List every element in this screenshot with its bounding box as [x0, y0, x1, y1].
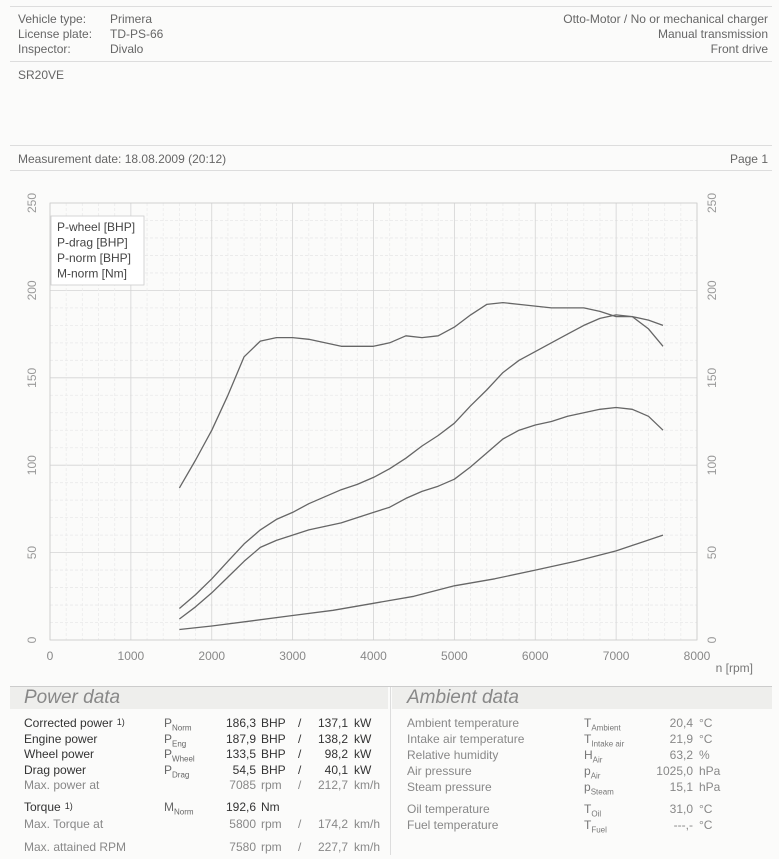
- ambient-value: ---,-: [673, 818, 693, 832]
- formula-symbol: $P_{Wheel}$: [164, 747, 195, 764]
- separator: /: [298, 762, 302, 777]
- ambient-unit: °C: [699, 818, 713, 832]
- ambient-unit: hPa: [699, 764, 721, 778]
- y-tick-label-left: 50: [25, 545, 39, 560]
- series-line-3: [179, 535, 663, 629]
- ambient-value: 63,2: [669, 748, 693, 762]
- power-row-label: Corrected power 1): [24, 716, 125, 730]
- x-tick-label: 7000: [602, 649, 630, 663]
- y-tick-label-right: 100: [705, 455, 719, 476]
- x-tick-label: 5000: [441, 649, 468, 663]
- power-row-label: Wheel power: [24, 747, 95, 761]
- y-tick-label-right: 50: [705, 545, 719, 560]
- y-tick-label-right: 0: [705, 636, 719, 644]
- legend-entry: P-wheel [BHP]: [57, 220, 136, 234]
- formula-symbol: $P_{Drag}$: [164, 762, 190, 779]
- power-unit-2: km/h: [354, 778, 381, 792]
- page-number: Page 1: [729, 152, 768, 166]
- power-value-1: 186,3: [225, 716, 256, 730]
- power-unit-2: km/h: [354, 817, 381, 831]
- drive-type: Front drive: [710, 42, 768, 56]
- separator: /: [298, 731, 302, 746]
- legend-entry: P-drag [BHP]: [57, 235, 128, 250]
- ambient-unit: °C: [699, 732, 713, 746]
- y-tick-label-left: 0: [25, 636, 39, 644]
- y-tick-label-left: 100: [25, 455, 39, 476]
- power-value-1: 133,5: [225, 747, 256, 761]
- engine-code: SR20VE: [18, 68, 65, 82]
- power-value-2: 40,1: [324, 762, 348, 777]
- separator: /: [298, 778, 302, 792]
- power-row-label: Max. power at: [24, 778, 100, 792]
- license-label: License plate:: [18, 27, 93, 41]
- power-unit-1: BHP: [261, 731, 286, 746]
- y-tick-label-right: 250: [705, 192, 719, 214]
- ambient-row-label: Steam pressure: [407, 780, 492, 794]
- x-axis-label: n [rpm]: [715, 661, 753, 675]
- ambient-symbol: $p_{Steam}$: [584, 780, 614, 797]
- transmission: Manual transmission: [657, 27, 768, 41]
- formula-symbol: $P_{Eng}$: [164, 731, 187, 748]
- ambient-symbol: $T_{Fuel}$: [584, 818, 607, 835]
- ambient-row-label: Air pressure: [407, 764, 472, 778]
- ambient-unit: %: [699, 748, 710, 762]
- power-value-1: 192,6: [225, 800, 256, 814]
- ambient-unit: °C: [699, 716, 713, 730]
- measurement-date: Measurement date: 18.08.2009 (20:12): [18, 152, 227, 166]
- power-unit-2: kW: [354, 731, 372, 746]
- chart-grid: [50, 203, 697, 640]
- ambient-symbol: $T_{Oil}$: [584, 802, 602, 819]
- power-row-label: Drag power: [24, 762, 87, 777]
- y-tick-label-left: 200: [25, 280, 39, 301]
- power-unit-1: rpm: [261, 840, 282, 854]
- ambient-row-label: Intake air temperature: [407, 732, 525, 746]
- ambient-row-label: Fuel temperature: [407, 818, 499, 832]
- power-value-2: 98,2: [324, 747, 348, 761]
- inspector-label: Inspector:: [18, 42, 71, 56]
- power-unit-2: kW: [354, 747, 372, 761]
- power-unit-1: BHP: [261, 716, 286, 730]
- formula-symbol: $P_{Norm}$: [164, 716, 192, 733]
- x-tick-label: 1000: [117, 649, 145, 663]
- power-row-label: Max. attained RPM: [24, 840, 127, 854]
- power-row-label: Torque 1): [24, 800, 73, 814]
- ambient-symbol: $T_{Ambient}$: [584, 716, 621, 733]
- ambient-data-title: Ambient data: [407, 687, 519, 708]
- y-tick-label-right: 150: [705, 367, 719, 388]
- formula-symbol: $M_{Norm}$: [164, 800, 194, 817]
- ambient-unit: hPa: [699, 780, 721, 794]
- x-tick-label: 3000: [279, 649, 306, 663]
- x-tick-label: 6000: [521, 649, 549, 663]
- power-unit-1: BHP: [261, 747, 286, 761]
- power-value-1: 187,9: [225, 731, 256, 746]
- vehicle-type-label: Vehicle type:: [18, 12, 87, 26]
- x-tick-label: 2000: [198, 649, 226, 663]
- power-value-1: 54,5: [232, 762, 256, 777]
- x-tick-label: 4000: [360, 649, 387, 663]
- separator: /: [298, 840, 302, 854]
- power-value-1: 7580: [229, 840, 256, 854]
- y-tick-label-left: 150: [25, 367, 39, 388]
- ambient-value: 31,0: [669, 802, 693, 816]
- series-line-1: [179, 315, 663, 609]
- separator: /: [298, 817, 302, 831]
- y-tick-label-right: 200: [705, 280, 719, 301]
- power-unit-1: rpm: [261, 817, 282, 831]
- ambient-row-label: Relative humidity: [407, 748, 499, 762]
- ambient-unit: °C: [699, 802, 713, 816]
- ambient-value: 15,1: [669, 780, 693, 794]
- ambient-row-label: Ambient temperature: [407, 716, 520, 730]
- power-data-title: Power data: [24, 687, 121, 708]
- legend-entry: P-norm [BHP]: [57, 251, 132, 265]
- ambient-symbol: $T_{Intake air}$: [584, 732, 625, 749]
- vehicle-type-value: Primera: [110, 12, 153, 26]
- power-unit-2: km/h: [354, 840, 381, 854]
- license-value: TD-PS-66: [110, 27, 164, 41]
- ambient-symbol: $H_{Air}$: [584, 748, 603, 765]
- power-value-2: 227,7: [317, 840, 348, 854]
- power-unit-2: kW: [354, 716, 372, 730]
- power-value-1: 5800: [229, 817, 256, 831]
- power-value-2: 137,1: [317, 716, 348, 730]
- power-row-label: Engine power: [24, 731, 98, 746]
- power-unit-2: kW: [354, 762, 372, 777]
- ambient-value: 20,4: [669, 716, 693, 730]
- x-tick-label: 0: [46, 649, 54, 663]
- chart-legend: [57, 220, 135, 281]
- power-unit-1: rpm: [261, 778, 282, 792]
- y-tick-label-left: 250: [25, 192, 39, 214]
- power-row-label: Max. Torque at: [24, 817, 104, 831]
- separator: /: [298, 716, 302, 730]
- ambient-value: 21,9: [669, 732, 693, 746]
- separator: /: [298, 747, 302, 761]
- legend-entry: M-norm [Nm]: [57, 266, 127, 281]
- ambient-row-label: Oil temperature: [407, 802, 490, 816]
- engine-info: Otto-Motor / No or mechanical charger: [563, 12, 768, 26]
- power-unit-1: Nm: [261, 800, 280, 814]
- ambient-value: 1025,0: [656, 764, 693, 778]
- power-value-2: 212,7: [317, 778, 348, 792]
- chart-series: [179, 303, 663, 630]
- x-tick-label: 8000: [683, 649, 711, 663]
- power-unit-1: BHP: [261, 762, 286, 777]
- power-value-2: 138,2: [317, 731, 348, 746]
- ambient-symbol: $p_{Air}$: [584, 764, 601, 781]
- inspector-value: Divalo: [110, 42, 144, 56]
- power-value-2: 174,2: [317, 817, 348, 831]
- power-value-1: 7085: [229, 778, 256, 792]
